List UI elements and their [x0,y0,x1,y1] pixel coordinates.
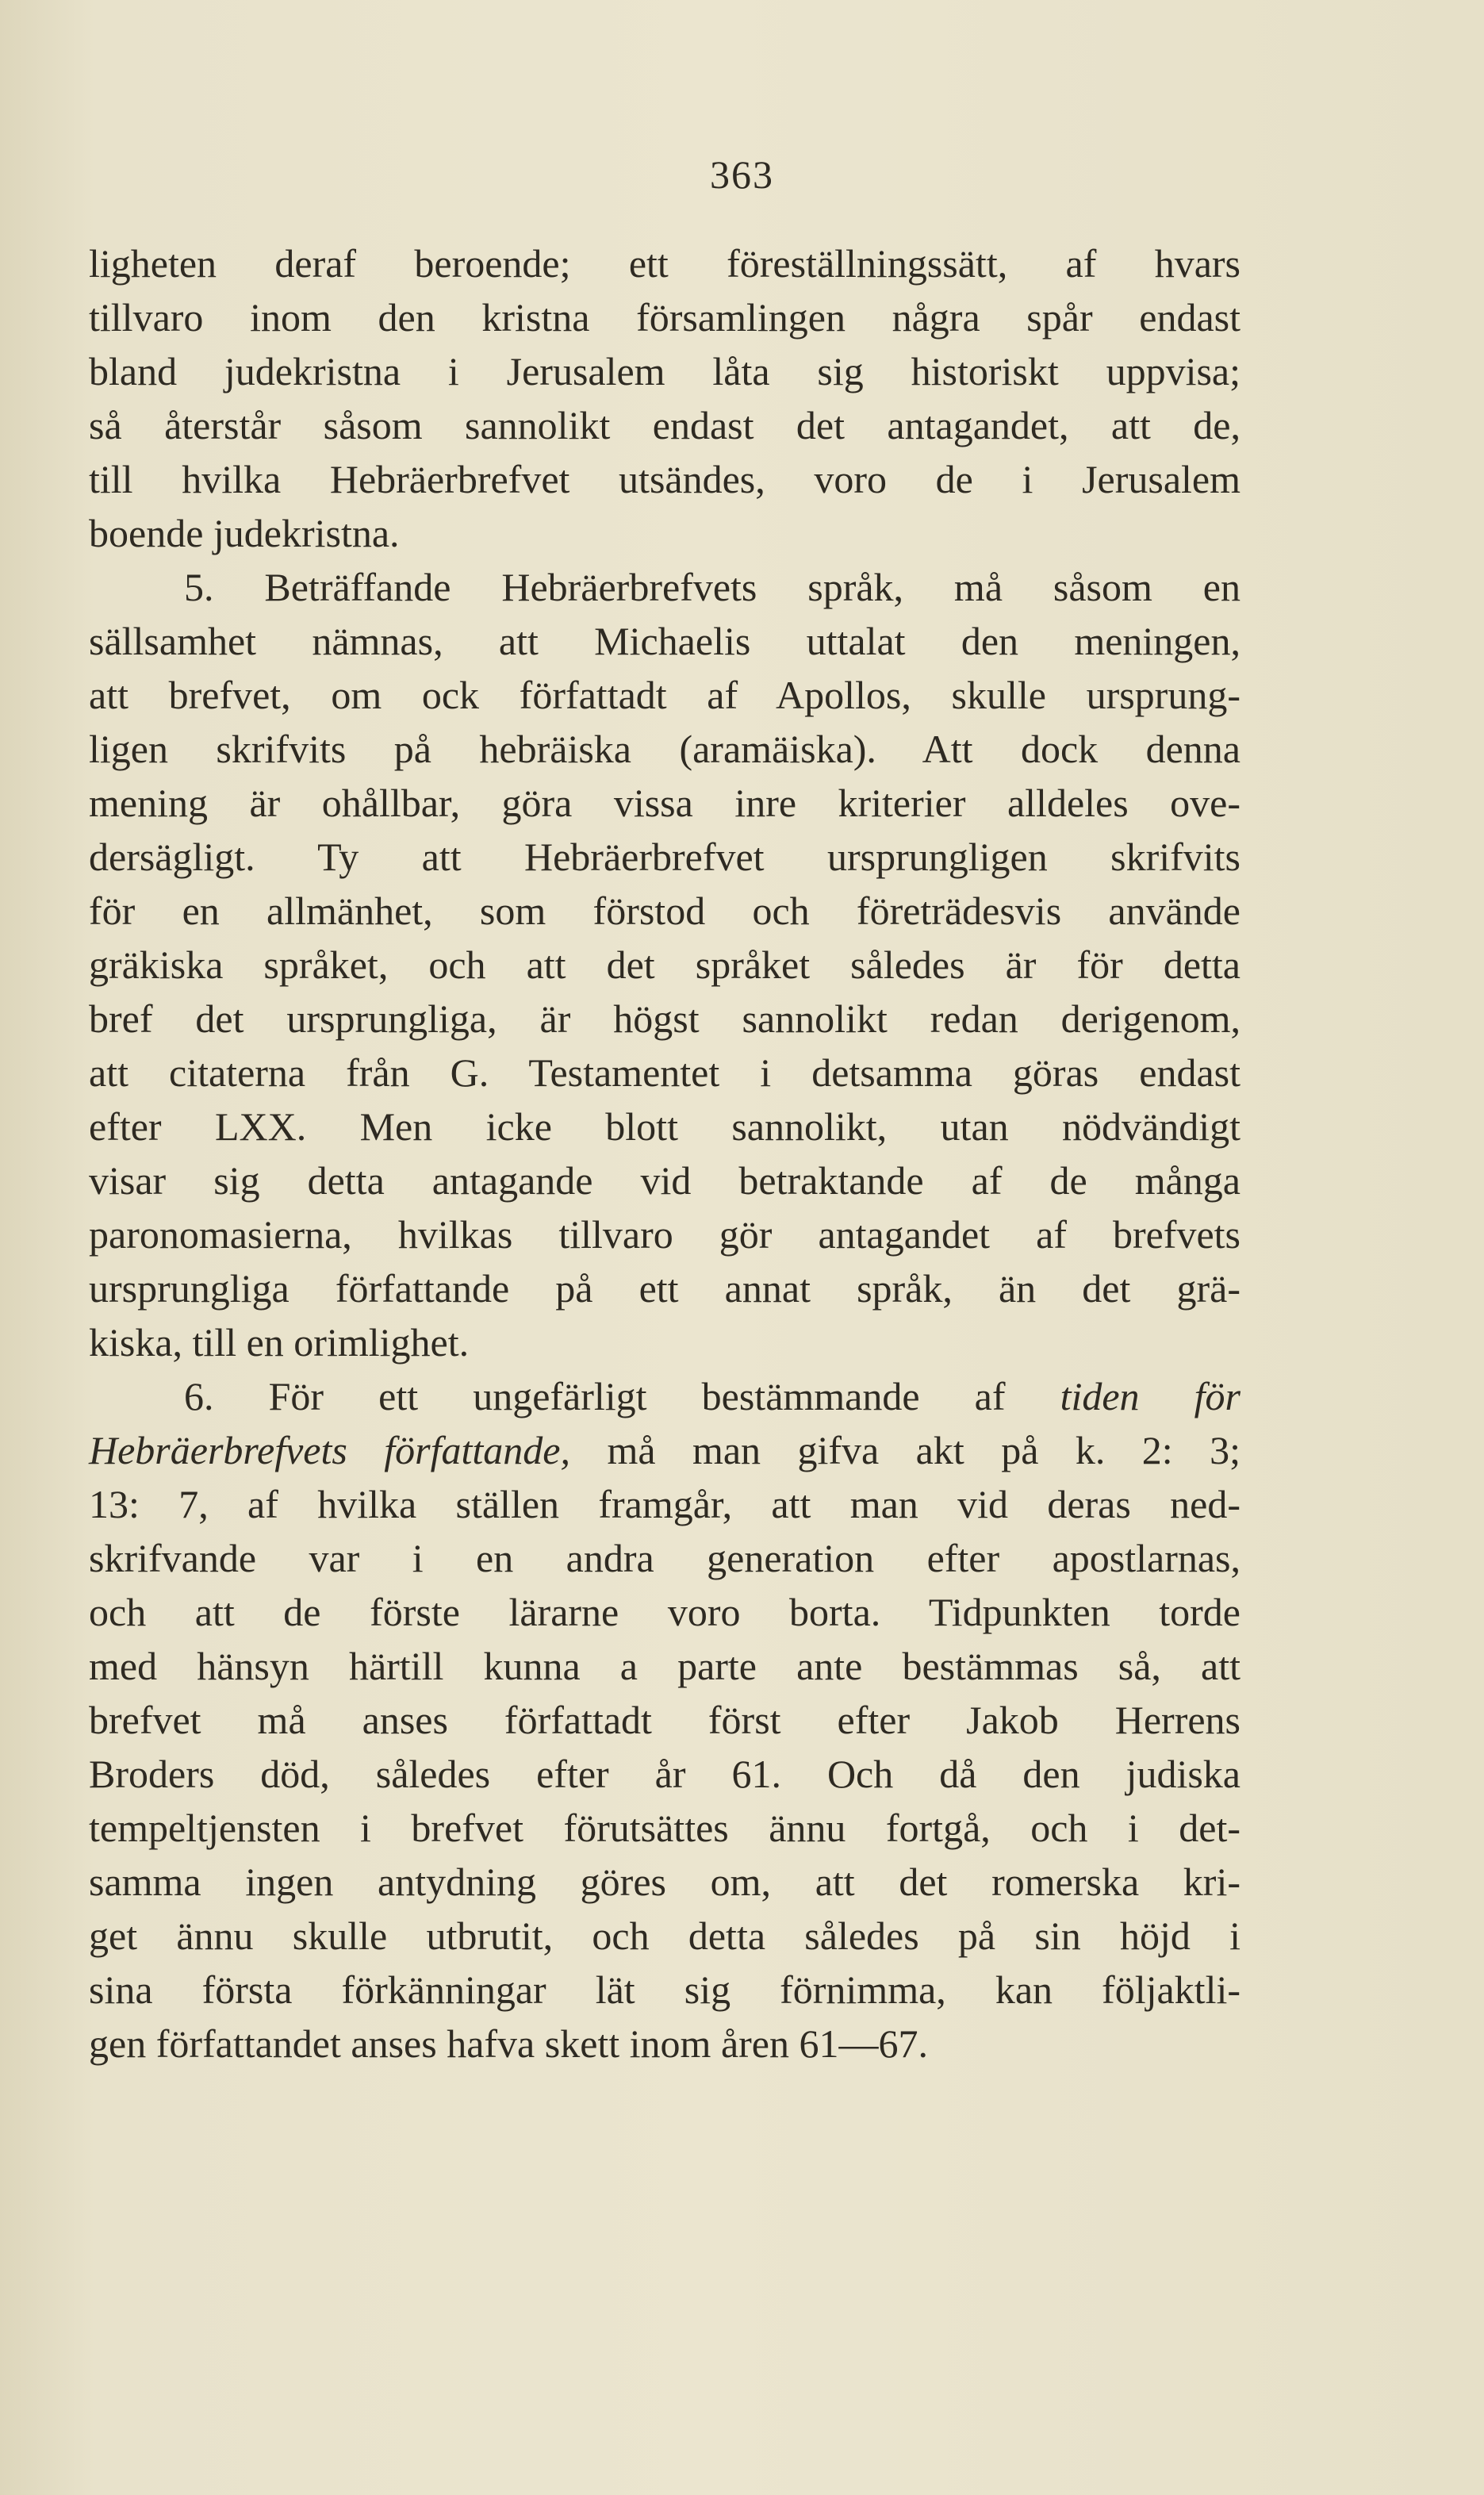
text-line [89,1423,1241,1477]
paragraph-6-start [89,1369,1241,1423]
text-line: att brefvet, om ock författadt af Apollos, skulle ursprung- [89,673,1241,717]
text-line: brefvet må anses författadt först efter Jakob Herrens [89,1698,1241,1742]
text-line: tillvaro inom den kristna församlingen några spår endast [89,295,1241,340]
text-line: till hvilka Hebräerbrefvet utsändes, voro de i Jerusalem [89,457,1241,501]
paragraph-5-start: 5. Beträffande Hebräerbrefvets språk, må såsom en [184,565,1241,609]
text-line: att citaterna från G. Testamentet i detsamma göras endast [89,1050,1241,1095]
text-line: med hänsyn härtill kunna a parte ante bestämmas så, att [89,1644,1241,1688]
text-line: ligen skrifvits på hebräiska (aramäiska). Att dock denna [89,727,1241,771]
emphasis-text: tiden för [1060,1374,1241,1418]
text-line: och att de förste lärarne voro borta. Tidpunkten torde [89,1590,1241,1634]
text-line: samma ingen antydning göres om, att det romerska kri- [89,1860,1241,1904]
text-line: boende judekristna. [89,511,400,555]
text-line: för en allmänhet, som förstod och företrädesvis använde [89,889,1241,933]
text-line: så återstår såsom sannolikt endast det antagandet, att de, [89,403,1241,447]
text-line: skrifvande var i en andra generation efter apostlarnas, [89,1536,1241,1580]
text-line: bref det ursprungliga, är högst sannolikt redan derigenom, [89,996,1241,1041]
text-line: sällsamhet nämnas, att Michaelis uttalat den meningen, [89,619,1241,663]
text-line: bland judekristna i Jerusalem låta sig historiskt uppvisa; [89,349,1241,393]
text-line: ligheten deraf beroende; ett föreställningssätt, af hvars [89,241,1241,286]
text-line: mening är ohållbar, göra vissa inre kriterier alldeles ove- [89,781,1241,825]
text-line: paronomasierna, hvilkas tillvaro gör antagandet af brefvets [89,1212,1241,1257]
text-line: efter LXX. Men icke blott sannolikt, utan nödvändigt [89,1104,1241,1149]
text-line: ursprungliga författande på ett annat språk, än det grä- [89,1266,1241,1311]
text-line: gräkiska språket, och att det språket således är för detta [89,942,1241,987]
body-text [89,236,1241,2071]
page-number: 363 [710,152,774,197]
text-line: visar sig detta antagande vid betraktande af de många [89,1158,1241,1203]
emphasis-text: Hebräerbrefvets författande, [89,1428,570,1472]
text-line: tempeltjensten i brefvet förutsättes ännu fortgå, och i det- [89,1806,1241,1850]
text-segment: 6. För ett ungefärligt bestämmande af [184,1374,1060,1418]
text-line: get ännu skulle utbrutit, och detta således på sin höjd i [89,1913,1241,1958]
text-line: 13: 7, af hvilka ställen framgår, att man vid deras ned- [89,1482,1241,1526]
text-segment: må man gifva akt på k. 2: 3; [570,1428,1241,1472]
text-line: Broders död, således efter år 61. Och då den judiska [89,1752,1241,1796]
text-line: dersägligt. Ty att Hebräerbrefvet ursprungligen skrifvits [89,835,1241,879]
text-line: gen författandet anses hafva skett inom åren 61—67. [89,2021,928,2066]
text-line: kiska, till en orimlighet. [89,1320,470,1365]
text-line: sina första förkänningar lät sig förnimma, kan följaktli- [89,1967,1241,2012]
